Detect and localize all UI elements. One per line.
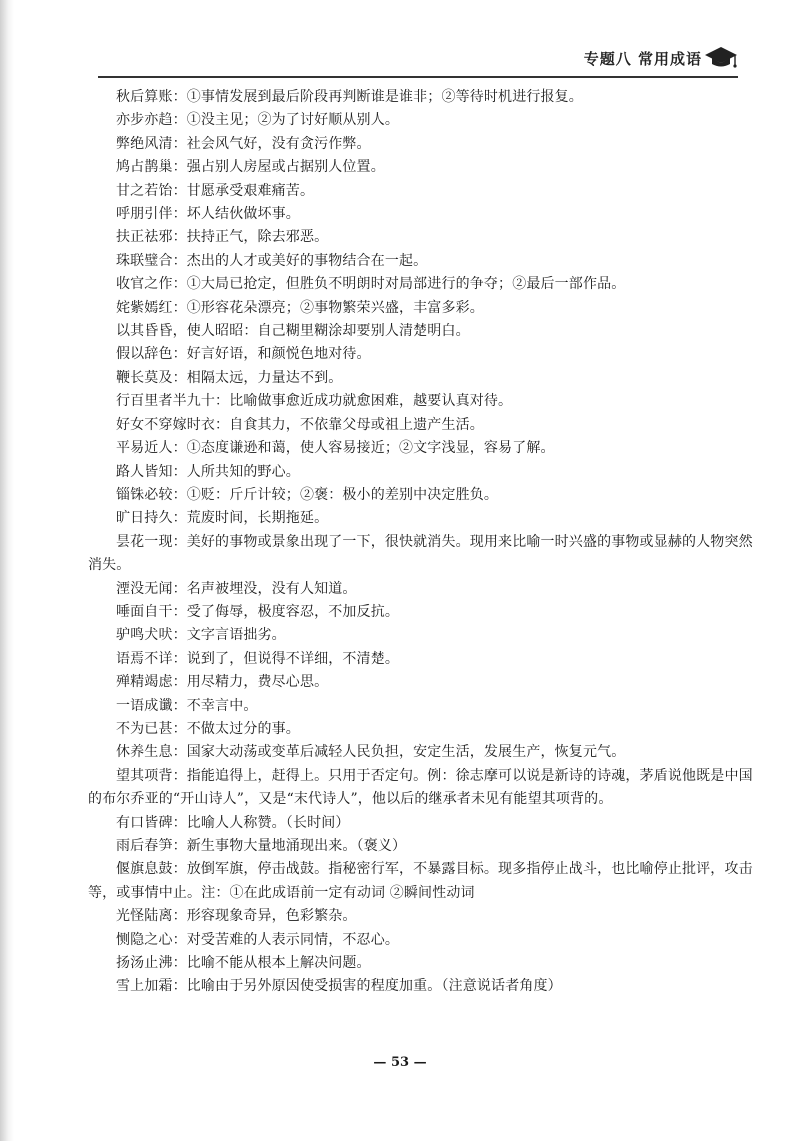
idiom-entry: 不为已甚：不做太过分的事。 <box>116 720 300 737</box>
idiom-entry: 望其项背：指能追得上，赶得上。只用于否定句。例：徐志摩可以说是新诗的诗魂，茅盾说他既是中国的布尔乔亚的“开山诗人”，又是“末代诗人”，他以后的继承者未见有能望其项背的。 <box>88 767 753 808</box>
idiom-entry: 昙花一现：美好的事物或景象出现了一下，很快就消失。现用来比喻一时兴盛的事物或显赫的人物突然消失。 <box>88 533 753 574</box>
idiom-entry: 一语成谶：不幸言中。 <box>116 697 258 714</box>
idiom-entry: 扬汤止沸：比喻不能从根本上解决问题。 <box>116 955 371 972</box>
idiom-entry: 雨后春笋：新生事物大量地涌现出来。（褒义） <box>116 838 407 854</box>
idiom-entry: 有口皆碑：比喻人人称赞。（长时间） <box>116 814 350 831</box>
idiom-entry: 扶正祛邪：扶持正气，除去邪恶。 <box>116 229 329 246</box>
idiom-entry: 唾面自干：受了侮辱，极度容忍，不加反抗。 <box>116 603 399 620</box>
idiom-entry: 弊绝风清：社会风气好，没有贪污作弊。 <box>116 135 371 152</box>
idiom-entry: 恻隐之心：对受苦难的人表示同情，不忍心。 <box>116 931 399 948</box>
idiom-list <box>88 86 760 999</box>
idiom-entry: 锱铢必较：①贬：斤斤计较；②褒：极小的差别中决定胜负。 <box>116 486 499 503</box>
idiom-entry: 行百里者半九十：比喻做事愈近成功就愈困难，越要认真对待。 <box>116 393 513 410</box>
idiom-entry: 路人皆知：人所共知的野心。 <box>116 463 300 480</box>
idiom-entry: 甘之若饴：甘愿承受艰难痛苦。 <box>116 182 315 199</box>
header-rule <box>98 76 738 78</box>
idiom-entry: 平易近人：①态度谦逊和蔼，使人容易接近；②文字浅显，容易了解。 <box>116 440 555 457</box>
idiom-entry: 呼朋引伴：坏人结伙做坏事。 <box>116 206 300 223</box>
idiom-entry: 亦步亦趋：①没主见；②为了讨好顺从别人。 <box>116 112 399 129</box>
page-header <box>98 40 738 76</box>
idiom-entry: 湮没无闻：名声被埋没，没有人知道。 <box>116 580 357 597</box>
scan-left-edge <box>0 0 14 1141</box>
idiom-entry: 假以辞色：好言好语，和颜悦色地对待。 <box>116 346 371 363</box>
idiom-entry: 雪上加霜：比喻由于另外原因使受损害的程度加重。（注意说话者角度） <box>116 978 562 995</box>
idiom-entry: 珠联璧合：杰出的人才或美好的事物结合在一起。 <box>116 252 428 269</box>
graduation-cap-icon <box>704 44 738 70</box>
idiom-entry: 语焉不详：说到了，但说得不详细，不清楚。 <box>116 650 399 667</box>
idiom-entry: 驴鸣犬吠：文字言语拙劣。 <box>116 627 286 644</box>
idiom-entry: 秋后算账：①事情发展到最后阶段再判断谁是谁非；②等待时机进行报复。 <box>116 89 583 105</box>
idiom-entry: 光怪陆离：形容现象奇异，色彩繁杂。 <box>116 908 357 925</box>
idiom-entry: 鸠占鹊巢：强占别人房屋或占据别人位置。 <box>116 159 385 176</box>
idiom-entry: 姹紫嫣红：①形容花朵漂亮；②事物繁荣兴盛，丰富多彩。 <box>116 299 484 316</box>
idiom-entry: 休养生息：国家大动荡或变革后减轻人民负担，安定生活，发展生产，恢复元气。 <box>116 744 626 761</box>
idiom-entry: 殚精竭虑：用尽精力，费尽心思。 <box>116 674 329 691</box>
header-title: 专题八 常用成语 <box>583 50 702 68</box>
idiom-entry: 收官之作：①大局已抢定，但胜负不明朗时对局部进行的争夺；②最后一部作品。 <box>116 276 626 293</box>
idiom-entry: 偃旗息鼓：放倒军旗，停击战鼓。指秘密行军，不暴露目标。现多指停止战斗，也比喻停止批评，攻击等，或事情中止。注：①在此成语前一定有动词 ②瞬间性动词 <box>88 861 753 901</box>
idiom-entry: 旷日持久：荒废时间，长期拖延。 <box>116 510 329 527</box>
idiom-entry: 以其昏昏，使人昭昭：自己糊里糊涂却要别人清楚明白。 <box>116 323 470 340</box>
idiom-entry: 鞭长莫及：相隔太远，力量达不到。 <box>116 369 343 386</box>
page-number: — 53 — <box>373 1055 427 1070</box>
idiom-entry: 好女不穿嫁时衣：自食其力，不依靠父母或祖上遗产生活。 <box>116 416 484 433</box>
